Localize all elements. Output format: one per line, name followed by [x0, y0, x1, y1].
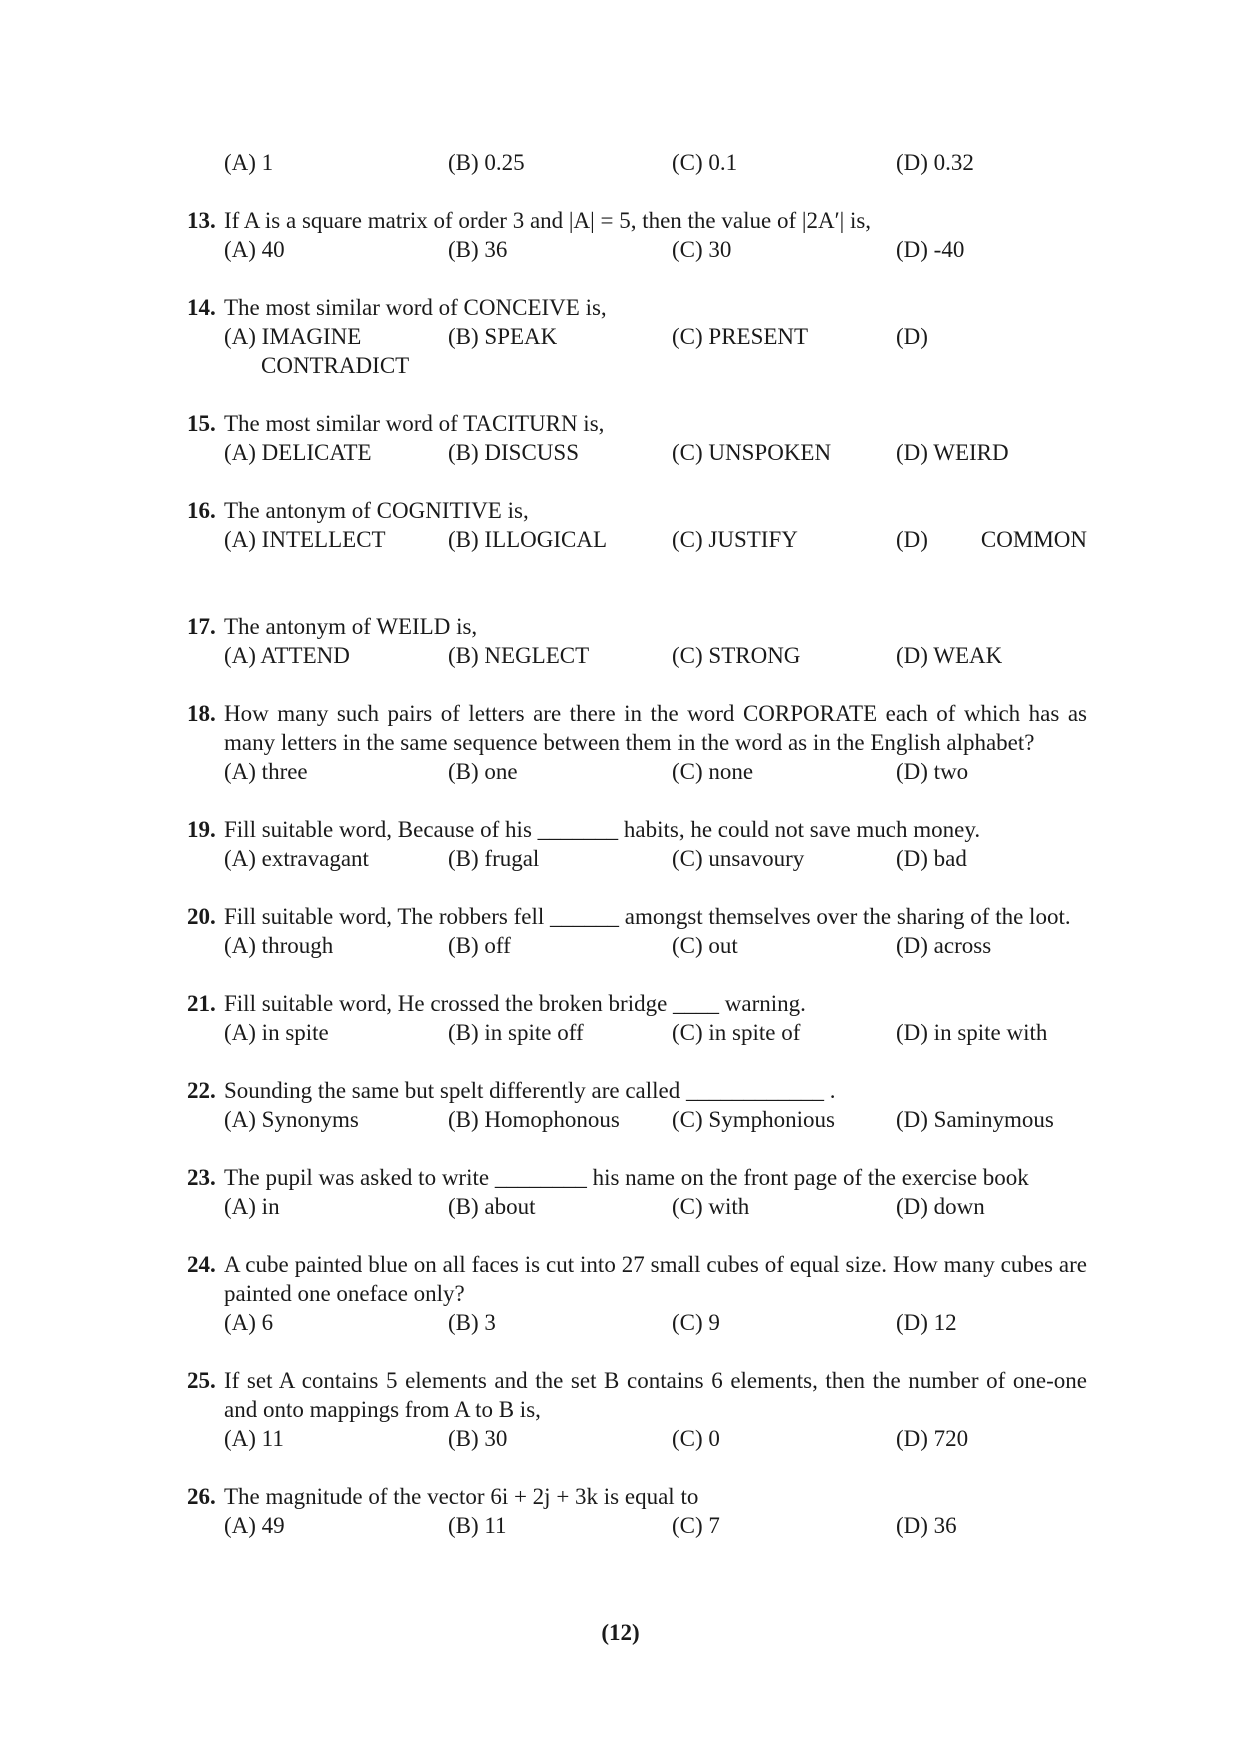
question-text: The antonym of WEILD is,: [224, 614, 478, 639]
question-24: [187, 1250, 1087, 1337]
question-text: The antonym of COGNITIVE is,: [224, 498, 529, 523]
question-19: [187, 815, 1087, 873]
option-b: (B) 3: [448, 1310, 496, 1335]
question-number: 26.: [187, 1484, 216, 1509]
question-text: How many such pairs of letters are there in the word CORPORATE each of which has as many letters in the same sequence between them in the word as in the English alphabet?: [224, 701, 1087, 755]
options: [224, 438, 1087, 467]
question-number: 24.: [187, 1252, 216, 1277]
question-15: [187, 409, 1087, 467]
question-16: [187, 496, 1087, 554]
option-a: (A) 1: [224, 150, 274, 175]
option-b: (B) about: [448, 1194, 536, 1219]
option-d: (D) across: [896, 933, 992, 958]
options: [224, 1192, 1087, 1221]
option-a: (A) DELICATE: [224, 440, 372, 465]
option-c: (C) 0.1: [672, 150, 738, 175]
question-text: The most similar word of TACITURN is,: [224, 411, 605, 436]
option-c: (C) with: [672, 1194, 750, 1219]
option-b: (B) one: [448, 759, 518, 784]
option-d: (D) two: [896, 759, 969, 784]
question-number: 15.: [187, 411, 216, 436]
question-text: Fill suitable word, The robbers fell ______ amongst themselves over the sharing of the loot.: [224, 904, 1071, 929]
option-a: (A) 40: [224, 237, 285, 262]
option-b: (B) NEGLECT: [448, 643, 590, 668]
options: [224, 322, 1087, 351]
option-b: (B) in spite off: [448, 1020, 584, 1045]
question-text: If A is a square matrix of order 3 and |A| = 5, then the value of |2A′| is,: [224, 208, 872, 233]
question-text: Fill suitable word, He crossed the broken bridge ____ warning.: [224, 991, 806, 1016]
page-number: (12): [601, 1620, 640, 1645]
question-text: Sounding the same but spelt differently are called ____________ .: [224, 1078, 836, 1103]
question-number: 22.: [187, 1078, 216, 1103]
option-b: (B) 0.25: [448, 150, 525, 175]
option-b: (B) 36: [448, 237, 508, 262]
option-d-label: (D): [896, 527, 928, 552]
options: [224, 1105, 1087, 1134]
question-number: 16.: [187, 498, 216, 523]
option-d: (D) 720: [896, 1426, 969, 1451]
question-number: 18.: [187, 701, 216, 726]
option-c: (C) UNSPOKEN: [672, 440, 832, 465]
option-c: (C) out: [672, 933, 738, 958]
option-a: (A) through: [224, 933, 334, 958]
question-18: [187, 699, 1087, 786]
option-a: (A) INTELLECT: [224, 527, 386, 552]
option-a: (A) 49: [224, 1513, 285, 1538]
option-a: (A) in spite: [224, 1020, 329, 1045]
question-text: If set A contains 5 elements and the set B contains 6 elements, then the number of one-one and onto mappings from A to B is,: [224, 1368, 1087, 1422]
option-a: (A) extravagant: [224, 846, 369, 871]
option-d: (D) bad: [896, 846, 967, 871]
option-d-word: COMMON: [980, 527, 1087, 552]
question-text: Fill suitable word, Because of his _______ habits, he could not save much money.: [224, 817, 981, 842]
options: [224, 757, 1087, 786]
option-d: (D) -40: [896, 237, 965, 262]
question-number: 21.: [187, 991, 216, 1016]
question-number: 13.: [187, 208, 216, 233]
options: [224, 641, 1087, 670]
option-a: (A) Synonyms: [224, 1107, 359, 1132]
option-c: (C) PRESENT: [672, 324, 809, 349]
question-text: A cube painted blue on all faces is cut into 27 small cubes of equal size. How many cubes are painted one oneface only?: [224, 1252, 1087, 1306]
option-c: (C) in spite of: [672, 1020, 801, 1045]
options: [224, 1511, 1087, 1540]
option-d: (D) 0.32: [896, 150, 974, 175]
option-a: (A) 6: [224, 1310, 274, 1335]
option-b: (B) frugal: [448, 846, 540, 871]
option-c: (C) JUSTIFY: [672, 527, 798, 552]
option-b: (B) Homophonous: [448, 1107, 620, 1132]
option-a: (A) in: [224, 1194, 280, 1219]
option-d: (D) WEIRD: [896, 440, 1009, 465]
option-d: (D) 36: [896, 1513, 957, 1538]
options: [224, 525, 1087, 554]
option-c: (C) unsavoury: [672, 846, 805, 871]
question-text: The magnitude of the vector 6i + 2j + 3k is equal to: [224, 1484, 699, 1509]
question-number: 19.: [187, 817, 216, 842]
option-c: (C) 9: [672, 1310, 720, 1335]
question-13: [187, 206, 1087, 264]
question-text: The pupil was asked to write ________ his name on the front page of the exercise book: [224, 1165, 1029, 1190]
option-a: (A) 11: [224, 1426, 284, 1451]
option-c: (C) 7: [672, 1513, 720, 1538]
question-list: [187, 148, 1087, 1569]
option-d: (D) Saminymous: [896, 1107, 1054, 1132]
question-22: [187, 1076, 1087, 1134]
options: [224, 235, 1087, 264]
option-c: (C) STRONG: [672, 643, 801, 668]
option-b: (B) ILLOGICAL: [448, 527, 608, 552]
options: [224, 844, 1087, 873]
question-number: 20.: [187, 904, 216, 929]
question-text: The most similar word of CONCEIVE is,: [224, 295, 607, 320]
option-d: (D) down: [896, 1194, 985, 1219]
option-c: (C) 30: [672, 237, 732, 262]
option-d: (D): [896, 324, 928, 349]
option-b: (B) SPEAK: [448, 324, 558, 349]
option-d: (D) WEAK: [896, 643, 1003, 668]
option-c: (C) none: [672, 759, 754, 784]
previous-question-options: [224, 148, 1087, 177]
option-d: [896, 525, 1087, 554]
option-d: (D) 12: [896, 1310, 957, 1335]
options: [224, 1018, 1087, 1047]
option-d-wrapped-text: CONTRADICT: [261, 353, 410, 378]
option-d: (D) in spite with: [896, 1020, 1048, 1045]
question-20: [187, 902, 1087, 960]
question-25: [187, 1366, 1087, 1453]
question-number: 23.: [187, 1165, 216, 1190]
question-14: [187, 293, 1087, 380]
options: [224, 1424, 1087, 1453]
option-a: (A) three: [224, 759, 308, 784]
option-b: (B) 11: [448, 1513, 507, 1538]
question-17: [187, 612, 1087, 670]
option-b: (B) 30: [448, 1426, 508, 1451]
question-21: [187, 989, 1087, 1047]
options: [224, 931, 1087, 960]
question-number: 25.: [187, 1368, 216, 1393]
option-a: (A) IMAGINE: [224, 324, 362, 349]
question-23: [187, 1163, 1087, 1221]
question-number: 14.: [187, 295, 216, 320]
option-a: (A) ATTEND: [224, 643, 350, 668]
question-number: 17.: [187, 614, 216, 639]
option-c: (C) Symphonious: [672, 1107, 835, 1132]
options: [224, 1308, 1087, 1337]
question-26: [187, 1482, 1087, 1540]
option-b: (B) off: [448, 933, 511, 958]
option-c: (C) 0: [672, 1426, 720, 1451]
option-b: (B) DISCUSS: [448, 440, 580, 465]
